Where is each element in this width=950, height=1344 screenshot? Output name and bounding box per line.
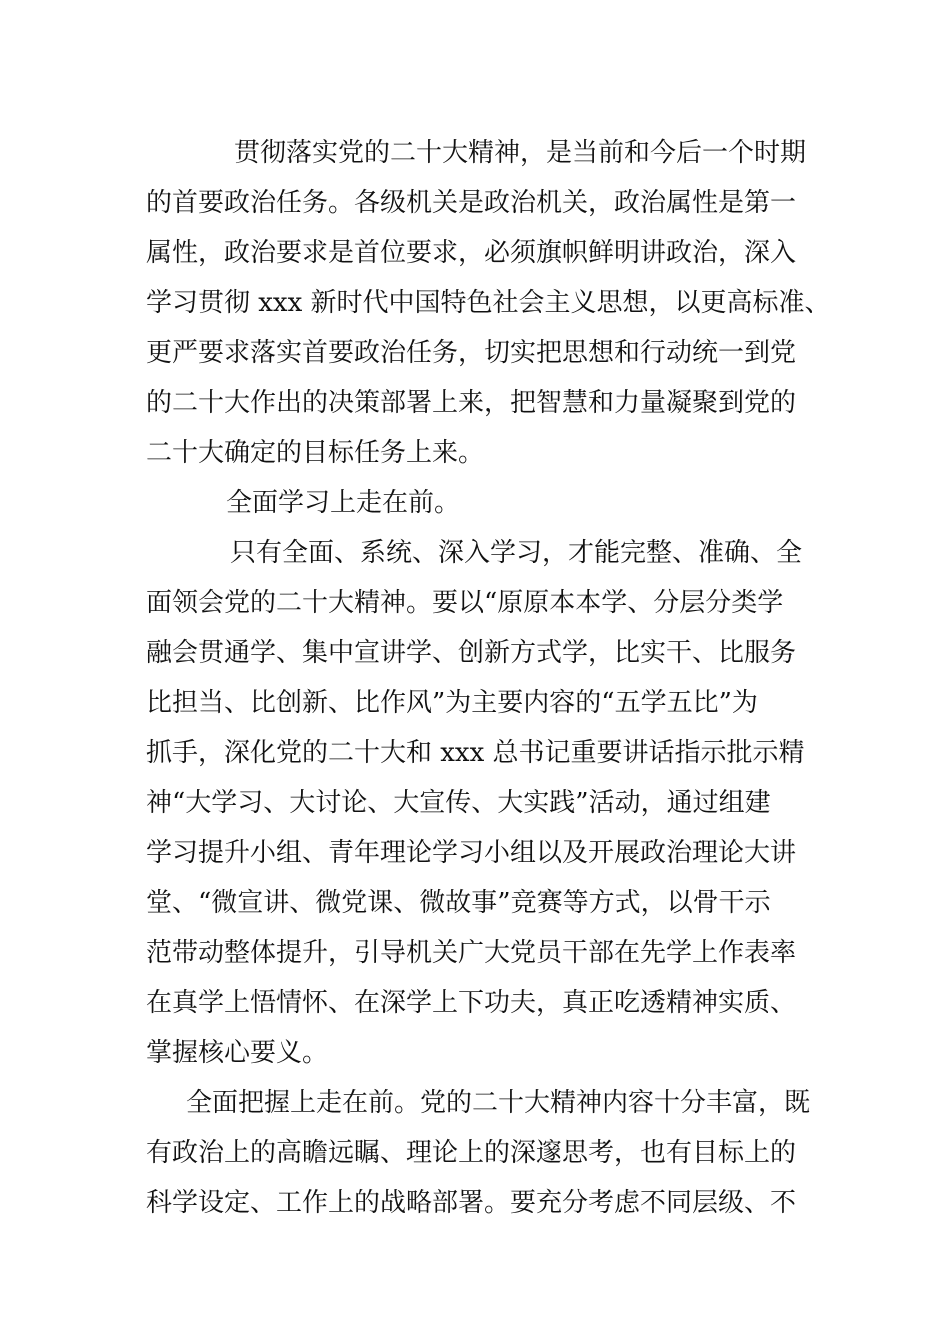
text-line: 堂、“微宣讲、微党课、微故事”竞赛等方式，以骨干示 [146,888,771,918]
text-line: 的首要政治任务。各级机关是政治机关，政治属性是第一 [146,188,797,218]
text-line: 融会贯通学、集中宣讲学、创新方式学，比实干、比服务 [146,638,797,668]
text-line: 科学设定、工作上的战略部署。要充分考虑不同层级、不 [146,1188,797,1218]
document-body [146,128,831,1228]
text-line: 二十大确定的目标任务上来。 [146,438,485,468]
text-line: 更严要求落实首要政治任务，切实把思想和行动统一到党 [146,338,797,368]
text-line: 有政治上的高瞻远瞩、理论上的深邃思考，也有目标上的 [146,1138,797,1168]
text-line: 神“大学习、大讨论、大宣传、大实践”活动，通过组建 [146,788,771,818]
text-line: 面领会党的二十大精神。要以“原原本本学、分层分类学 [146,588,784,618]
text-line: 全面把握上走在前。党的二十大精神内容十分丰富，既 [186,1088,811,1118]
text-line: 贯彻落实党的二十大精神，是当前和今后一个时期 [234,138,807,168]
text-line: 在真学上悟情怀、在深学上下功夫，真正吃透精神实质、 [146,988,797,1018]
section-heading: 全面学习上走在前。 [226,488,461,518]
text-line: 比担当、比创新、比作风”为主要内容的“五学五比”为 [146,688,758,718]
text-line: 只有全面、系统、深入学习，才能完整、准确、全 [230,538,803,568]
paragraph-1 [146,128,831,478]
text-line: 学习贯彻 xxx 新时代中国特色社会主义思想，以更高标准、 [146,288,831,318]
text-line: 学习提升小组、青年理论学习小组以及开展政治理论大讲 [146,838,797,868]
text-line: 抓手，深化党的二十大和 xxx 总书记重要讲话指示批示精 [146,738,805,768]
text-line: 掌握核心要义。 [146,1038,329,1068]
text-line: 的二十大作出的决策部署上来，把智慧和力量凝聚到党的 [146,388,797,418]
text-line: 范带动整体提升，引导机关广大党员干部在先学上作表率 [146,938,797,968]
paragraph-3 [146,1078,826,1228]
text-line: 属性，政治要求是首位要求，必须旗帜鲜明讲政治，深入 [146,238,797,268]
paragraph-2 [146,528,826,1078]
